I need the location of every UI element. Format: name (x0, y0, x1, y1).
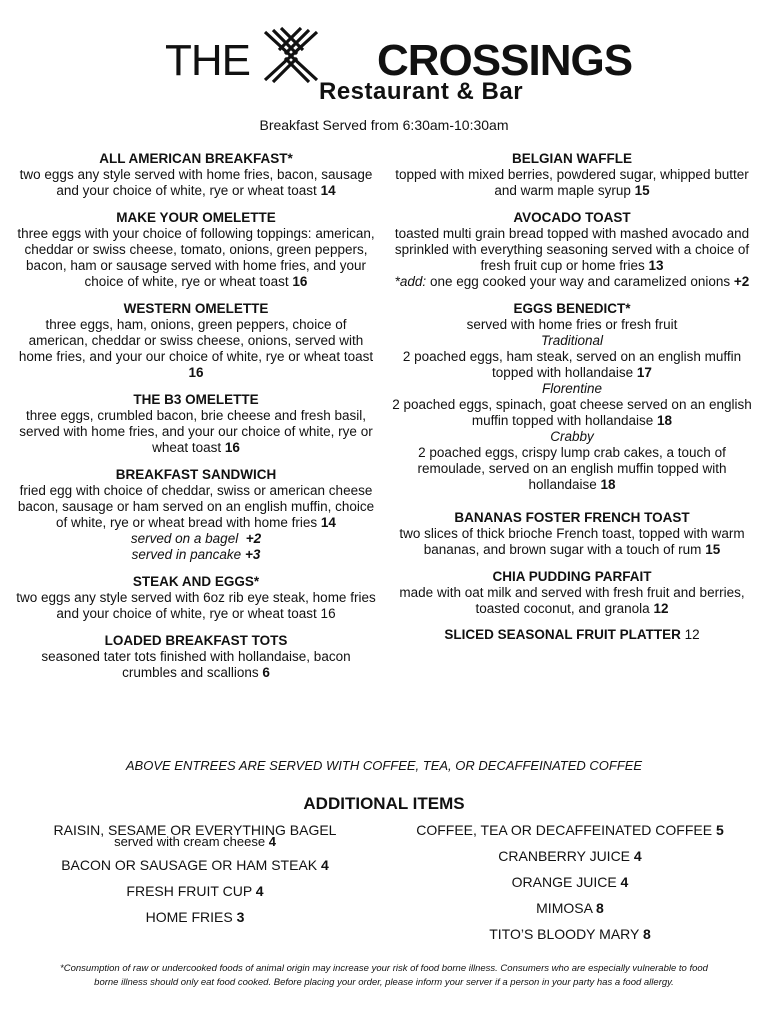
variant-desc: 2 poached eggs, ham steak, served on an english muffin topped with hollandaise (402, 349, 742, 380)
item-title: CHIA PUDDING PARFAIT (492, 569, 652, 584)
item-title: LOADED BREAKFAST TOTS (104, 633, 288, 648)
item-title: ALL AMERICAN BREAKFAST* (99, 151, 293, 166)
menu-item (16, 573, 376, 622)
item-title: BREAKFAST SANDWICH (115, 467, 277, 482)
item-option-price: +3 (244, 547, 261, 562)
breakfast-hours: Breakfast Served from 6:30am-10:30am (259, 117, 509, 133)
item-desc: two eggs any style served with home fries, bacon, sausage and your choice of white, rye or wheat toast (19, 167, 373, 198)
variant-desc: 2 poached eggs, spinach, goat cheese served on an english muffin topped with hollandaise (392, 397, 752, 428)
item-title: BELGIAN WAFFLE (512, 151, 632, 166)
variant-price: 17 (636, 365, 652, 380)
additional-item (30, 909, 360, 926)
item-price: 16 (224, 440, 240, 455)
menu-item (16, 150, 376, 199)
add-price: +2 (733, 274, 750, 289)
additional-name: RAISIN, SESAME OR EVERYTHING BAGEL (53, 822, 337, 838)
additional-right-list (395, 822, 745, 952)
item-price: 13 (648, 258, 664, 273)
item-desc: two slices of thick brioche French toast, topped with warm bananas, and brown sugar with a touch of rum (399, 526, 745, 557)
additional-name: CRANBERRY JUICE (498, 848, 631, 864)
additional-price: 3 (236, 909, 245, 925)
item-desc: topped with mixed berries, powdered sugar, whipped butter and warm maple syrup (395, 167, 749, 198)
item-option: served on a bagel (130, 531, 239, 546)
variant-name: Crabby (550, 429, 594, 444)
additional-price: 4 (268, 834, 276, 849)
additional-price: 4 (620, 874, 629, 890)
item-price: 12 (653, 601, 669, 616)
additional-name: HOME FRIES (145, 909, 233, 925)
variant-desc: 2 poached eggs, crispy lump crab cakes, a touch of remoulade, served on an english muffin topped with hollandaise (417, 445, 727, 492)
additional-item (395, 926, 745, 943)
menu-item (16, 466, 376, 563)
menu-right-column (386, 150, 758, 652)
menu-item (386, 209, 758, 290)
food-safety-disclaimer: *Consumption of raw or undercooked foods of animal origin may increase your risk of food borne illness. Consumers who are especially vulnerable to food borne illness should only eat food cooked. Before placing your order, please inform your server if a person in your party has a food allergy. (60, 963, 708, 988)
item-price: 16 (188, 365, 204, 380)
add-label: *add: (394, 274, 427, 289)
item-desc: two eggs any style served with 6oz rib eye steak, home fries and your choice of white, rye or wheat toast 16 (16, 590, 376, 621)
item-title: STEAK AND EGGS* (132, 574, 260, 589)
additional-price: 4 (321, 857, 329, 873)
additional-price: 8 (596, 900, 604, 916)
item-price: 14 (320, 183, 336, 198)
menu-item (386, 150, 758, 199)
item-title: THE B3 OMELETTE (133, 392, 259, 407)
additional-item (30, 822, 360, 848)
restaurant-logo (163, 24, 633, 105)
additional-item (395, 900, 745, 917)
menu-item (386, 509, 758, 558)
item-price: 16 (292, 274, 308, 289)
additional-name: ORANGE JUICE (511, 874, 617, 890)
item-desc: three eggs, ham, onions, green peppers, choice of american, cheddar or swiss cheese, onions, served with home fries, and your our choice of white, rye or wheat toast (18, 317, 374, 364)
additional-name: MIMOSA (536, 900, 593, 916)
add-desc: one egg cooked your way and caramelized onions (429, 274, 731, 289)
item-price: 15 (705, 542, 721, 557)
menu-item (386, 627, 758, 642)
item-price: 12 (684, 627, 700, 642)
variant-name: Traditional (540, 333, 604, 348)
menu-item (16, 209, 376, 290)
logo-crossings: CROSSINGS (377, 36, 633, 85)
logo-the: THE (165, 36, 250, 85)
item-desc: made with oat milk and served with fresh fruit and berries, toasted coconut, and granola (399, 585, 745, 616)
menu-item (16, 632, 376, 681)
item-title: BANANAS FOSTER FRENCH TOAST (454, 510, 690, 525)
additional-name: COFFEE, TEA OR DECAFFEINATED COFFEE (416, 822, 713, 838)
additional-item (395, 874, 745, 891)
menu-left-column (16, 150, 376, 691)
entree-note: ABOVE ENTREES ARE SERVED WITH COFFEE, TEA, OR DECAFFEINATED COFFEE (125, 758, 643, 773)
additional-heading: ADDITIONAL ITEMS (303, 794, 465, 813)
variant-name: Florentine (541, 381, 603, 396)
crossings-mark-icon (261, 26, 321, 84)
item-title: SLICED SEASONAL FRUIT PLATTER (444, 627, 681, 642)
additional-sub: served with cream cheese (114, 834, 266, 849)
additional-name: TITO’S BLOODY MARY (489, 926, 640, 942)
additional-price: 4 (255, 883, 264, 899)
menu-item (16, 300, 376, 381)
additional-left-list (30, 822, 360, 935)
menu-item (386, 568, 758, 617)
item-title: EGGS BENEDICT* (513, 301, 631, 316)
additional-item (30, 883, 360, 900)
item-title: AVOCADO TOAST (513, 210, 631, 225)
item-price: 14 (320, 515, 336, 530)
item-price: 15 (634, 183, 650, 198)
item-price: 6 (262, 665, 270, 680)
additional-price: 5 (715, 822, 724, 838)
item-desc: seasoned tater tots finished with hollandaise, bacon crumbles and scallions (41, 649, 351, 680)
item-desc: toasted multi grain bread topped with mashed avocado and sprinkled with everything seasoning served with a choice of fresh fruit cup or home fries (394, 226, 750, 273)
additional-price: 4 (633, 848, 642, 864)
logo-subtitle: Restaurant & Bar (319, 78, 524, 105)
additional-item (395, 848, 745, 865)
menu-item (386, 300, 758, 493)
menu-item (16, 391, 376, 456)
variant-price: 18 (657, 413, 673, 428)
item-desc: three eggs with your choice of following toppings: american, cheddar or swiss cheese, tomato, onions, green peppers, bacon, ham or sausage served with home fries, and your choice of white, rye or wheat toast (17, 226, 375, 289)
item-desc: fried egg with choice of cheddar, swiss or american cheese bacon, sausage or ham served on an english muffin, choice of white, rye or wheat bread with home fries (17, 483, 375, 530)
item-desc: served with home fries or fresh fruit (466, 317, 678, 332)
item-title: WESTERN OMELETTE (123, 301, 269, 316)
item-option: served in pancake (131, 547, 242, 562)
item-option-price: +2 (245, 531, 262, 546)
additional-item (395, 822, 745, 839)
additional-item (30, 857, 360, 874)
additional-name: FRESH FRUIT CUP (126, 883, 252, 899)
additional-name: BACON OR SAUSAGE OR HAM STEAK (61, 857, 318, 873)
additional-price: 8 (643, 926, 651, 942)
item-desc: three eggs, crumbled bacon, brie cheese and fresh basil, served with home fries, and your our choice of white, rye or wheat toast (19, 408, 373, 455)
variant-price: 18 (600, 477, 616, 492)
item-title: MAKE YOUR OMELETTE (116, 210, 276, 225)
